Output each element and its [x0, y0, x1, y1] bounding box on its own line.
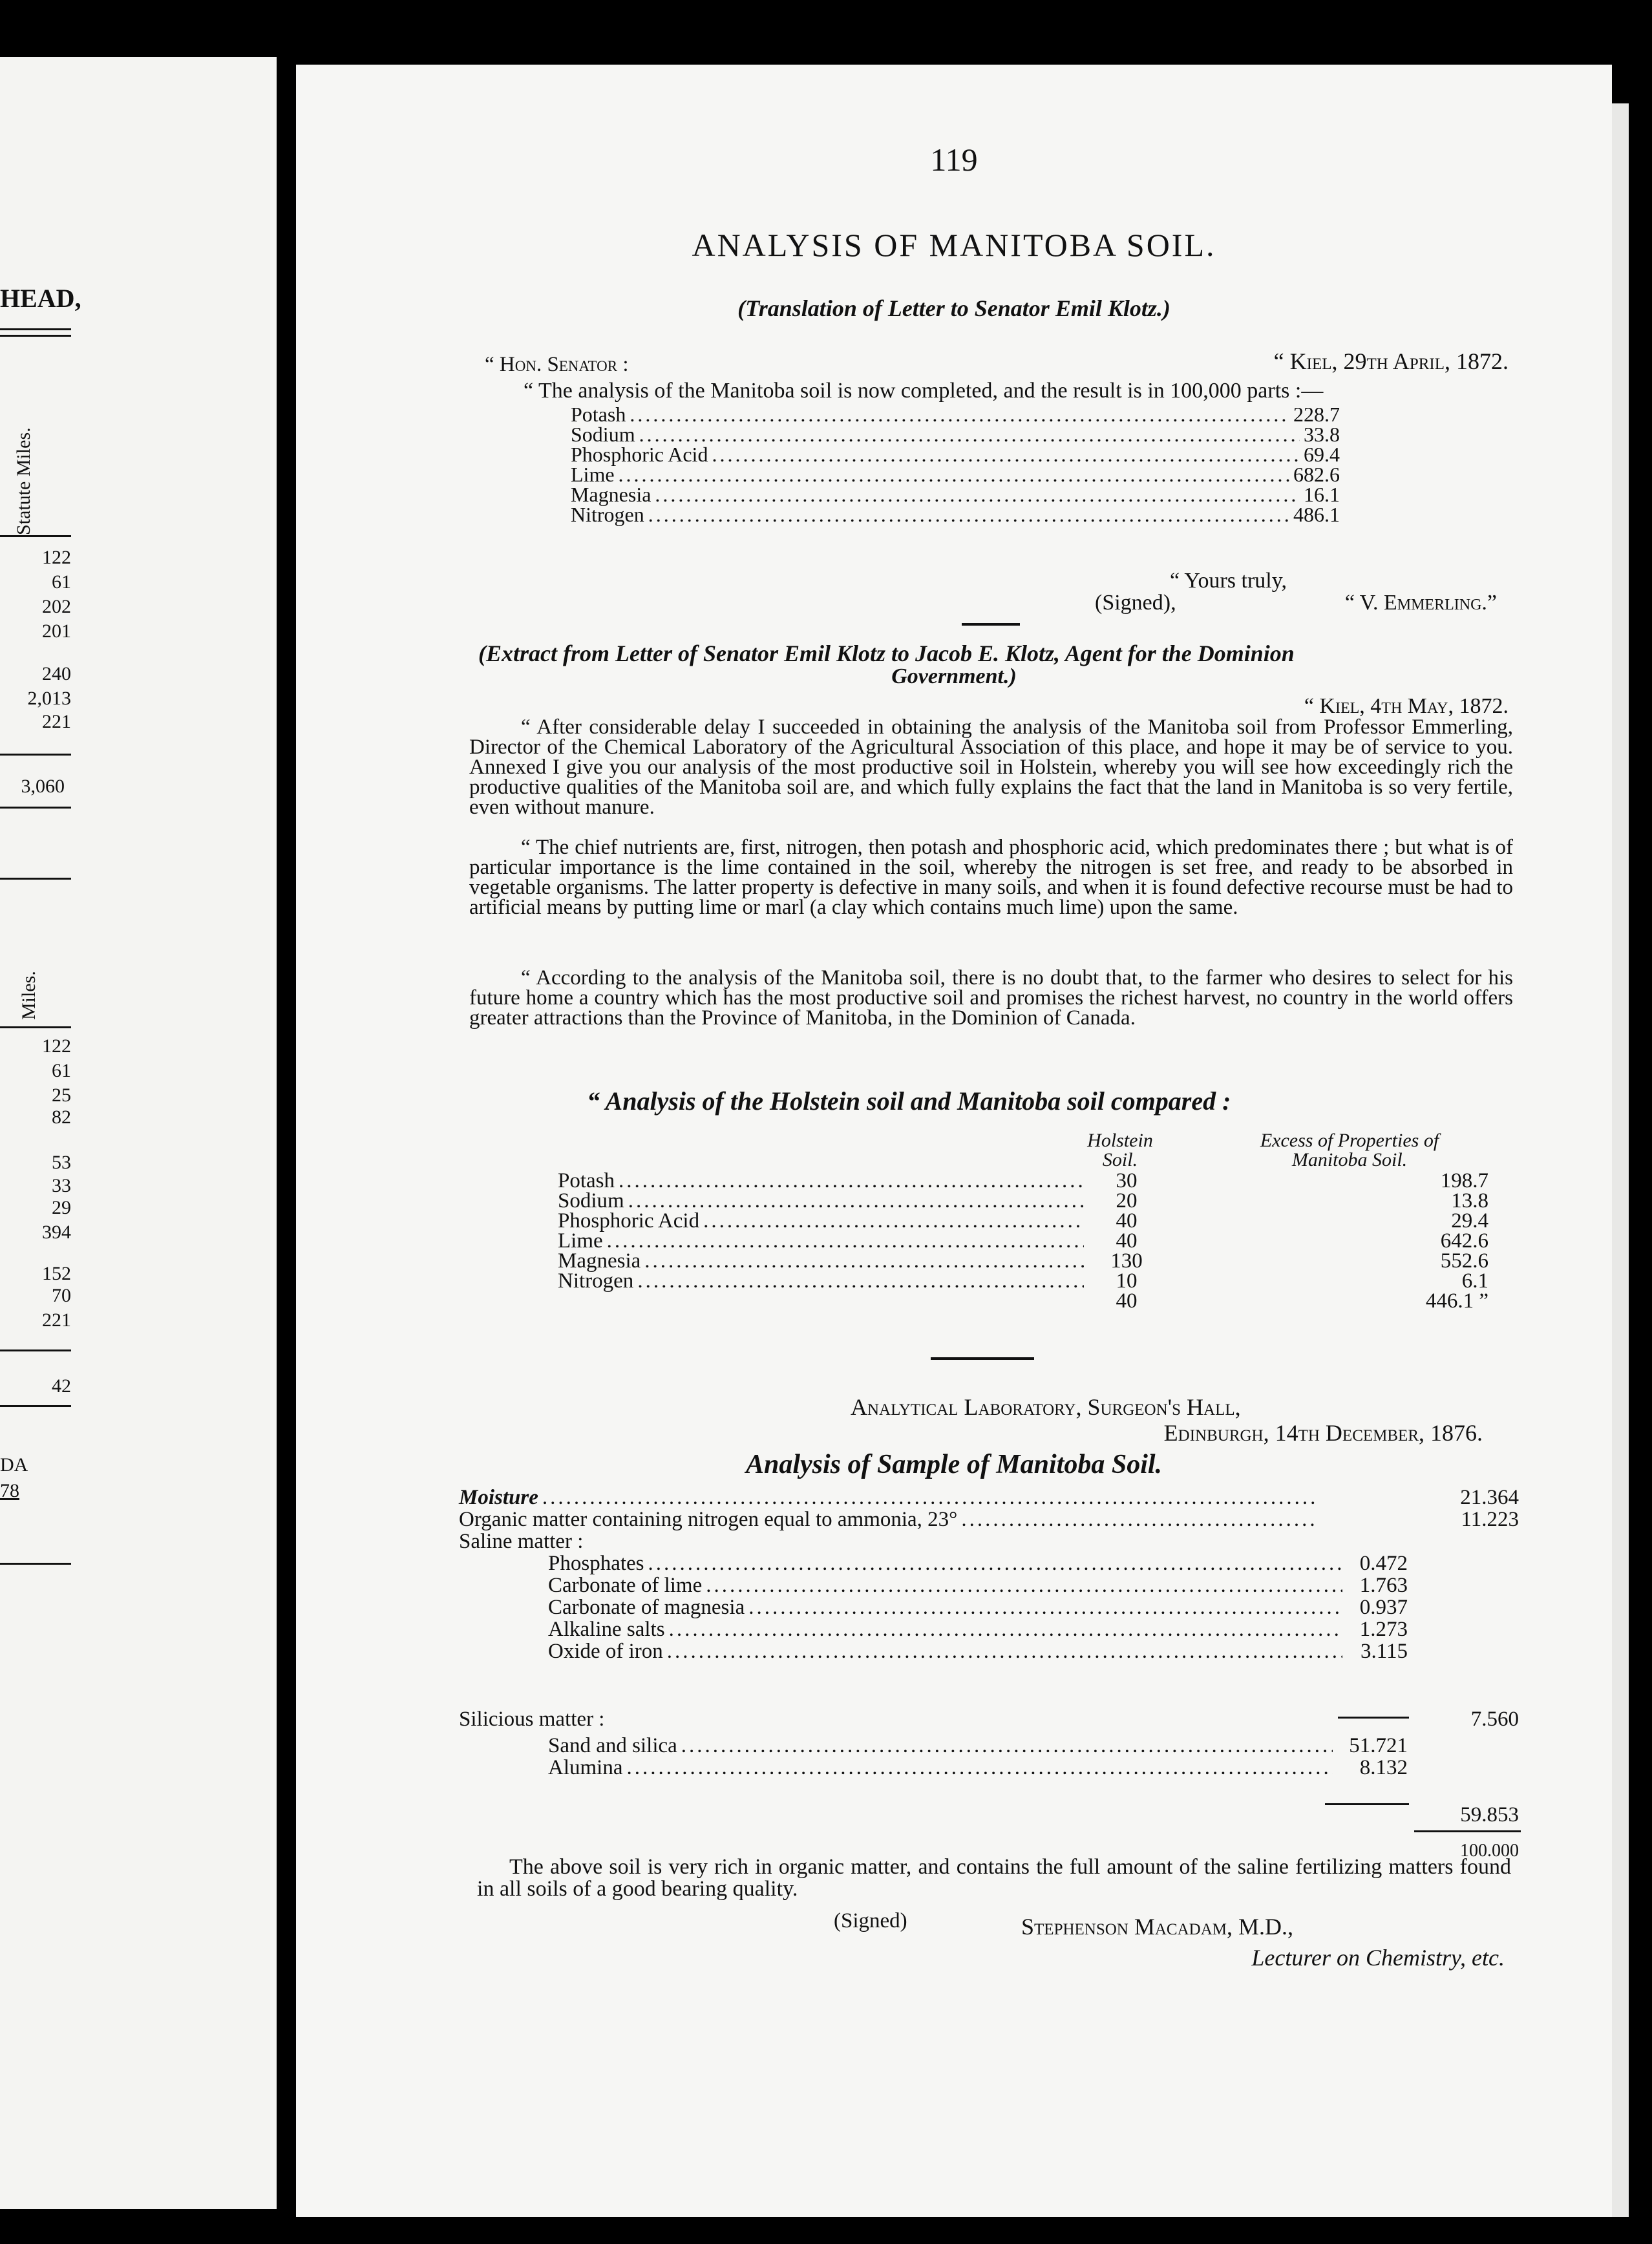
table-row: Sand and silica ..... 51.721 — [548, 1735, 1408, 1757]
letter-closing: “ Yours truly, — [1170, 569, 1287, 593]
letter1-row — [571, 505, 1340, 525]
left-rule — [0, 807, 71, 809]
total-rule — [1414, 1830, 1521, 1832]
row-label: Lime — [571, 463, 615, 486]
letter-intro: “ The analysis of the Manitoba soil is now completed, and the result is in 100,000 parts :— — [524, 379, 1324, 403]
left-rule — [0, 535, 71, 537]
extract-date: “ Kiel, 4th May, 1872. — [1304, 694, 1509, 718]
lab-signature: Stephenson Macadam, M.D., — [1021, 1914, 1293, 1940]
dot-leader — [639, 425, 1300, 445]
left-rule — [0, 328, 71, 330]
row-label: Nitrogen — [571, 503, 644, 526]
left-num: 70 — [52, 1285, 71, 1306]
row-value: 69.4 — [1304, 443, 1340, 466]
left-num: 152 — [42, 1263, 71, 1284]
col-head: Manitoba Soil. — [1291, 1149, 1408, 1170]
letter1-row — [571, 425, 1340, 445]
salutation: “ Hon. Senator : — [485, 353, 629, 376]
left-num: 122 — [42, 1035, 71, 1057]
col-head: Holstein — [1087, 1130, 1153, 1151]
dot-leader — [648, 505, 1289, 525]
lab-signature-title: Lecturer on Chemistry, etc. — [1251, 1945, 1505, 1971]
left-num: 240 — [42, 663, 71, 684]
section-divider — [962, 623, 1020, 626]
dot-leader — [619, 465, 1289, 485]
table-row: Moisture ..... 21.364 — [459, 1487, 1519, 1508]
silicious-label: Silicious matter : — [459, 1708, 605, 1731]
grand-total: 100.000 — [1460, 1841, 1519, 1861]
left-num: 42 — [52, 1375, 71, 1397]
lab-signed: (Signed) — [834, 1909, 907, 1932]
comparison-col-holstein — [1055, 1131, 1185, 1170]
page — [296, 65, 1612, 2217]
row-value: 682.6 — [1293, 463, 1340, 486]
subtotal-rule — [1325, 1803, 1409, 1805]
subtitle: (Translation of Letter to Senator Emil Klotz.) — [737, 295, 1170, 321]
left-total: 3,060 — [21, 776, 65, 797]
left-rule — [0, 1405, 71, 1407]
row-value: 33.8 — [1304, 423, 1340, 446]
letter1-row — [571, 485, 1340, 505]
extract-heading-2: Government.) — [891, 664, 1017, 688]
extract-paragraph-2: “ The chief nutrients are, first, nitrogen, then potash and phosphoric acid, which predominates there ; but what is of particular importance is the lime contained in the soil, whereby the nitrogen is set free, and ready to be absorbed in vegetable organisms. The latter property is defective in many soils, and when it is found defective recourse must be had to artificial means by putting lime or marl (a clay which contains much lime) upon the same. — [469, 836, 1513, 919]
dot-leader — [712, 445, 1300, 465]
comparison-table — [558, 1171, 1501, 1311]
left-header: HEAD, — [0, 284, 81, 313]
table-row: Carbonate of lime ..... 1.763 — [459, 1574, 1519, 1596]
letter-signed: (Signed), — [1095, 591, 1176, 615]
table-row: Magnesia ..... 130 552.6 — [558, 1251, 1501, 1271]
left-num: 122 — [42, 547, 71, 568]
table-row: Alumina ..... 8.132 — [548, 1757, 1408, 1779]
left-num: 82 — [52, 1106, 71, 1128]
subtotal-rule — [1338, 1717, 1409, 1719]
left-num: 2,013 — [27, 688, 71, 709]
left-rule — [0, 1350, 71, 1351]
page-title: ANALYSIS OF MANITOBA SOIL. — [692, 227, 1216, 263]
left-num: 53 — [52, 1152, 71, 1173]
silicious-table — [548, 1735, 1408, 1779]
row-label: Magnesia — [571, 483, 651, 506]
saline-total: 7.560 — [1470, 1708, 1519, 1731]
table-row: Phosphates ..... 0.472 — [459, 1552, 1519, 1574]
page-number: 119 — [930, 142, 978, 178]
dot-leader — [655, 485, 1300, 505]
left-num: 61 — [52, 571, 71, 593]
page-edge — [1612, 103, 1629, 2217]
table-row: Nitrogen ..... 10 6.1 — [558, 1271, 1501, 1291]
extract-heading-1: (Extract from Letter of Senator Emil Klotz to Jacob E. Klotz, Agent for the Dominion — [478, 640, 1295, 666]
left-fragment: DA — [0, 1454, 28, 1476]
col-head: Excess of Properties of — [1260, 1130, 1439, 1151]
row-label: Phosphoric Acid — [571, 443, 708, 466]
left-num: 202 — [42, 596, 71, 617]
left-num: 394 — [42, 1222, 71, 1243]
lab-address-2: Edinburgh, 14th December, 1876. — [1163, 1420, 1483, 1446]
letter1-row — [571, 465, 1340, 485]
extract-paragraph-1: “ After considerable delay I succeeded in obtaining the analysis of the Manitoba soil from Professor Emmerling, Director of the Chemical Laboratory of the Agricultural Association of this place, and hope it may be of service to you. Annexed I give you our analysis of the most productive soil in Holstein, whereby you will see how exceedingly rich the productive qualities of the Manitoba soil are, and which fully explains the fact that the land in Manitoba is so very fertile, even without manure. — [469, 715, 1513, 819]
left-num: 33 — [52, 1175, 71, 1196]
row-value: 16.1 — [1304, 483, 1340, 506]
table-row: Saline matter : — [459, 1530, 584, 1553]
letter1-table — [571, 405, 1340, 525]
left-rule — [0, 1563, 71, 1565]
table-row: Oxide of iron ..... 3.115 — [459, 1640, 1519, 1662]
comparison-col-excess — [1227, 1131, 1472, 1170]
left-fragment: 78 — [0, 1480, 19, 1501]
extract-paragraph-3: “ According to the analysis of the Manitoba soil, there is no doubt that, to the farmer who desires to select for his future home a country which has the most productive soil and promises the richest harvest, no country in the world offers greater attractions than the Province of Manitoba, in the Dominion of Canada. — [469, 966, 1513, 1030]
letter1-row — [571, 405, 1340, 425]
letter-date: “ Kiel, 29th April, 1872. — [1273, 348, 1509, 374]
dot-leader — [630, 405, 1289, 425]
section-divider — [931, 1357, 1034, 1360]
letter-signature: “ V. Emmerling.” — [1344, 591, 1497, 615]
row-label: Sodium — [571, 423, 635, 446]
row-value: 228.7 — [1293, 403, 1340, 426]
comparison-heading: “ Analysis of the Holstein soil and Manitoba soil compared : — [587, 1086, 1231, 1116]
left-rule — [0, 1026, 71, 1028]
lab-address-1: Analytical Laboratory, Surgeon's Hall, — [851, 1394, 1241, 1420]
table-row: Lime ..... 40 642.6 — [558, 1231, 1501, 1251]
table-row: Organic matter containing nitrogen equal to ammonia, 23° ..... 11.223 — [459, 1508, 1519, 1530]
lab-remark: The above soil is very rich in organic matter, and contains the full amount of the saline fertilizing matters found in all soils of a good bearing quality. — [477, 1855, 1511, 1901]
col-head: Soil. — [1102, 1149, 1138, 1170]
left-rule — [0, 754, 71, 756]
left-num: 25 — [52, 1085, 71, 1106]
silicious-total: 59.853 — [1460, 1803, 1519, 1826]
left-col-label: Statute Miles. — [13, 427, 34, 535]
left-rule — [0, 335, 71, 337]
left-num: 201 — [42, 620, 71, 642]
letter1-row — [571, 445, 1340, 465]
table-row: Alkaline salts ..... 1.273 — [459, 1618, 1519, 1640]
left-num: 29 — [52, 1197, 71, 1218]
left-num: 61 — [52, 1060, 71, 1081]
row-label: Potash — [571, 403, 626, 426]
left-num: 221 — [42, 1309, 71, 1331]
table-row: Phosphoric Acid ..... 40 29.4 — [558, 1211, 1501, 1231]
left-col-label: Miles. — [18, 971, 39, 1020]
left-rule — [0, 878, 71, 880]
left-page-fragment — [0, 57, 277, 2209]
table-row: Potash ..... 30 198.7 — [558, 1171, 1501, 1191]
lab-heading: Analysis of Sample of Manitoba Soil. — [745, 1450, 1163, 1479]
lab-table — [459, 1487, 1519, 1662]
table-row: 40 446.1 ” — [1116, 1289, 1488, 1313]
left-num: 221 — [42, 711, 71, 732]
table-row: Carbonate of magnesia ..... 0.937 — [459, 1596, 1519, 1618]
table-row: Sodium ..... 20 13.8 — [558, 1191, 1501, 1211]
row-value: 486.1 — [1293, 503, 1340, 526]
